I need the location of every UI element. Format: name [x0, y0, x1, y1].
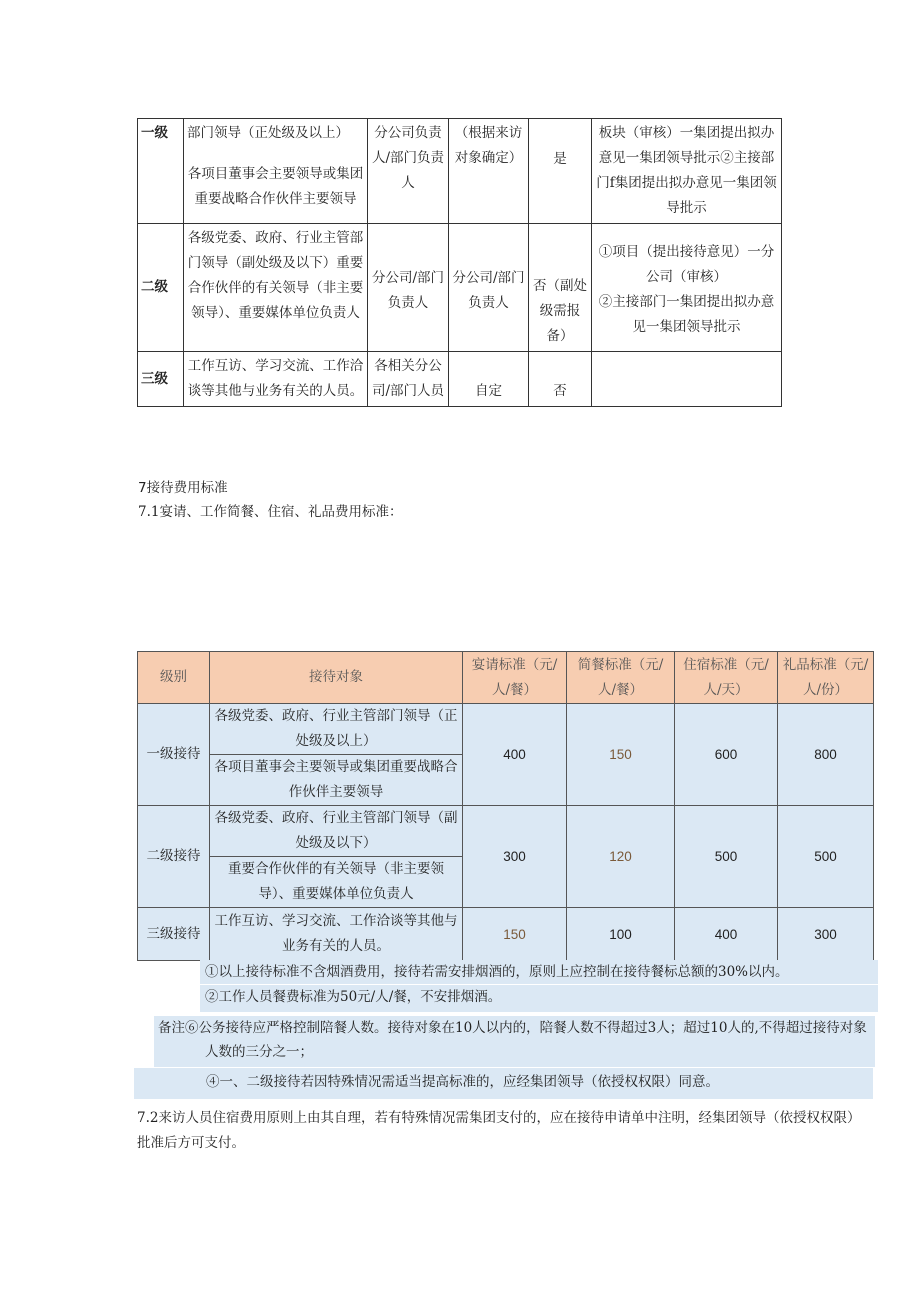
col5-cell: 否（副处级需报备）: [529, 224, 592, 352]
header-meal: 简餐标准（元/人/餐）: [567, 652, 675, 704]
approval-table: [137, 118, 782, 407]
col5-cell: 否: [529, 352, 592, 407]
banquet-cell: 300: [463, 806, 567, 908]
process-cell: [592, 224, 782, 352]
col4-cell: 自定: [449, 352, 529, 407]
table-row: [138, 908, 874, 961]
level-cell: 二级接待: [138, 806, 210, 908]
note-4: ④一、二级接待若因特殊情况需适当提高标准的，应经集团领导（依授权权限）同意。: [134, 1068, 873, 1099]
process-line-a: ①项目（提出接待意见）一分公司（审核）: [598, 244, 775, 285]
level-cell: 三级接待: [138, 908, 210, 961]
note-2: ②工作人员餐费标准为50元/人/餐，不安排烟酒。: [200, 985, 878, 1012]
gift-cell: 500: [778, 806, 874, 908]
lodging-cell: 600: [675, 704, 778, 806]
level-cell: 三级: [138, 352, 184, 407]
gift-cell: 800: [778, 704, 874, 806]
accompany-cell: 各相关分公司/部门人员: [368, 352, 449, 407]
header-target: 接待对象: [210, 652, 463, 704]
level-cell: 二级: [138, 224, 184, 352]
meal-cell: 150: [567, 704, 675, 806]
section-subheading: 7.1宴请、工作简餐、住宿、礼品费用标准：: [138, 504, 403, 520]
table-row: [138, 224, 782, 352]
target-line-b: 各项目董事会主要领导或集团重要战略合作伙伴主要领导: [187, 166, 364, 207]
header-banquet: 宴请标准（元/人/餐）: [463, 652, 567, 704]
header-gift: 礼品标准（元/人/份）: [778, 652, 874, 704]
meal-cell: 100: [567, 908, 675, 961]
note-1: ①以上接待标准不含烟酒费用，接待若需安排烟酒的，原则上应控制在接待餐标总额的30%以内。: [200, 960, 878, 984]
accompany-cell: 分公司负责人/部门负责人: [368, 119, 449, 224]
process-line-b: ②主接部门一集团提出拟办意见一集团领导批示: [598, 294, 775, 335]
col4-cell: 分公司/部门负责人: [449, 224, 529, 352]
process-cell: 板块（审核）一集团提出拟办意见一集团领导批示②主接部门f集团提出拟办意见一集团领导批示: [592, 119, 782, 224]
note-3: [154, 1016, 875, 1067]
target-cell: 重要合作伙伴的有关领导（非主要领导）、重要媒体单位负责人: [210, 857, 463, 908]
gift-cell: 300: [778, 908, 874, 961]
target-cell: 各项目董事会主要领导或集团重要战略合作伙伴主要领导: [210, 755, 463, 806]
banquet-cell: 400: [463, 704, 567, 806]
process-cell: [592, 352, 782, 407]
lodging-cell: 500: [675, 806, 778, 908]
target-cell: 各级党委、政府、行业主管部门领导（副处级及以下）重要合作伙伴的有关领导（非主要领导）、重要媒体单位负责人: [184, 224, 368, 352]
header-lodging: 住宿标准（元/人/天）: [675, 652, 778, 704]
table-header-row: [138, 652, 874, 704]
table-row: [138, 119, 782, 224]
lodging-cell: 400: [675, 908, 778, 961]
note-3-text: 备注⑥公务接待应严格控制陪餐人数。接待对象在10人以内的，陪餐人数不得超过3人；超过10人的,不得超过接待对象人数的三分之一；: [158, 1020, 867, 1060]
col4-cell: （根据来访对象确定）: [449, 119, 529, 224]
level-cell: 一级接待: [138, 704, 210, 806]
paragraph-7-2: 7.2来访人员住宿费用原则上由其自理，若有特殊情况需集团支付的，应在接待申请单中注明，经集团领导（依授权权限）批准后方可支付。: [137, 1110, 861, 1151]
table-row: [138, 806, 874, 857]
col5-cell: 是: [529, 119, 592, 224]
target-cell: [184, 119, 368, 224]
meal-cell: 120: [567, 806, 675, 908]
fee-standard-table: [137, 651, 874, 961]
target-cell: 各级党委、政府、行业主管部门领导（正处级及以上）: [210, 704, 463, 755]
accompany-cell: 分公司/部门负责人: [368, 224, 449, 352]
section-heading: 7接待费用标准: [138, 480, 228, 496]
table-row: [138, 352, 782, 407]
target-cell: 各级党委、政府、行业主管部门领导（副处级及以下）: [210, 806, 463, 857]
target-cell: 工作互访、学习交流、工作洽谈等其他与业务有关的人员。: [184, 352, 368, 407]
header-level: 级别: [138, 652, 210, 704]
table-row: [138, 704, 874, 755]
banquet-cell: 150: [463, 908, 567, 961]
target-cell: 工作互访、学习交流、工作洽谈等其他与业务有关的人员。: [210, 908, 463, 961]
level-cell: 一级: [138, 119, 184, 224]
target-line-a: 部门领导（正处级及以上）: [187, 125, 349, 141]
